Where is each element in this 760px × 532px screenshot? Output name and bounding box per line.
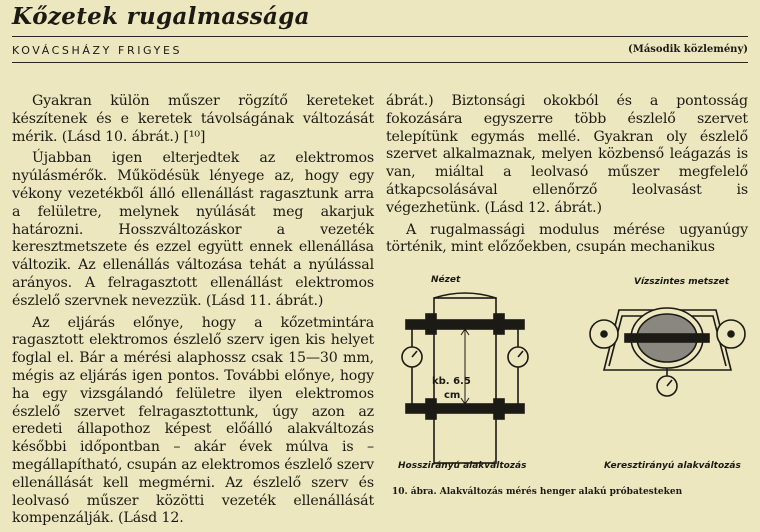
author-name: KOVÁCSHÁZY FRIGYES: [12, 44, 183, 57]
transverse-label: Keresztirányú alakváltozás: [604, 461, 741, 471]
paragraph: Az eljárás előnye, hogy a kőzetmintára ragasztott elektromos észlelő szerv igen kis helyet foglal el. Bár a mérési alaphossz csak 15—30 mm, mégis az eljárás igen pontos. További előnye, hogy ha egy vizsgálandó felületre ilyen elektromos észlelő szervet felragasztottunk, úgy azon az eredeti állapothoz képest előálló alakváltozás későbbi időpontban – akár évek múlva is – megállapítható, csupán az elektromos észlelő szerv ellenállását kell megmérni. Az észlelő szerv és leolvasó műszer közötti vezeték ellenállását kompenzálják. (Lásd 12.: [12, 314, 374, 527]
section-label: Vízszintes metszet: [634, 277, 730, 287]
paragraph: Újabban igen elterjedtek az elektromos nyúlásmérők. Működésük lényege az, hogy egy vékony vezetékből álló ellenállást ragasztunk arra a felületre, melynek nyúlását meg akarjuk határozni. Hosszváltozáskor a vezeték keresztmetszete és ezzel együtt ennek ellenállása változik. Az ellenállás változása tehát a nyúlással arányos. A felragasztott ellenállást elektromos észlelő szervnek nevezzük. (Lásd 11. ábrát.): [12, 150, 374, 309]
left-column: [12, 93, 374, 532]
installment-note: (Második közlemény): [628, 44, 748, 55]
figure-caption: 10. ábra. Alakváltozás mérés henger alakú próbatesteken: [392, 487, 683, 497]
right-column: [386, 93, 748, 261]
view-label: Nézet: [431, 275, 461, 285]
longitudinal-label: Hosszirányú alakváltozás: [398, 461, 527, 471]
author-rule: [12, 62, 748, 63]
transverse-apparatus: [590, 308, 745, 396]
paragraph: A rugalmassági modulus mérése ugyanúgy történik, mint előzőekben, csupán mechanikus: [386, 221, 748, 256]
paragraph: ábrát.) Biztonsági okokból és a pontosság fokozására egyszerre több észlelő szervet telepítünk egymás mellé. Gyakran oly észlelő szervet alkalmaznak, melyen közbenső leágazás is van, miáltal a leolvasó műszer megfelelő átkapcsolásával ellenőrző leolvasást is végezhetünk. (Lásd 12. ábrát.): [386, 93, 748, 216]
base-unit-label: cm: [444, 390, 461, 401]
base-length-label: kb. 6.5: [432, 376, 471, 387]
paragraph: Gyakran külön műszer rögzítő kereteket készítenek és e keretek távolságának változását mérik. (Lásd 10. ábrát.) [¹⁰]: [12, 93, 374, 145]
title-rule: [12, 36, 748, 37]
figure-10: [386, 268, 748, 503]
article-title: Kőzetek rugalmassága: [12, 3, 310, 30]
